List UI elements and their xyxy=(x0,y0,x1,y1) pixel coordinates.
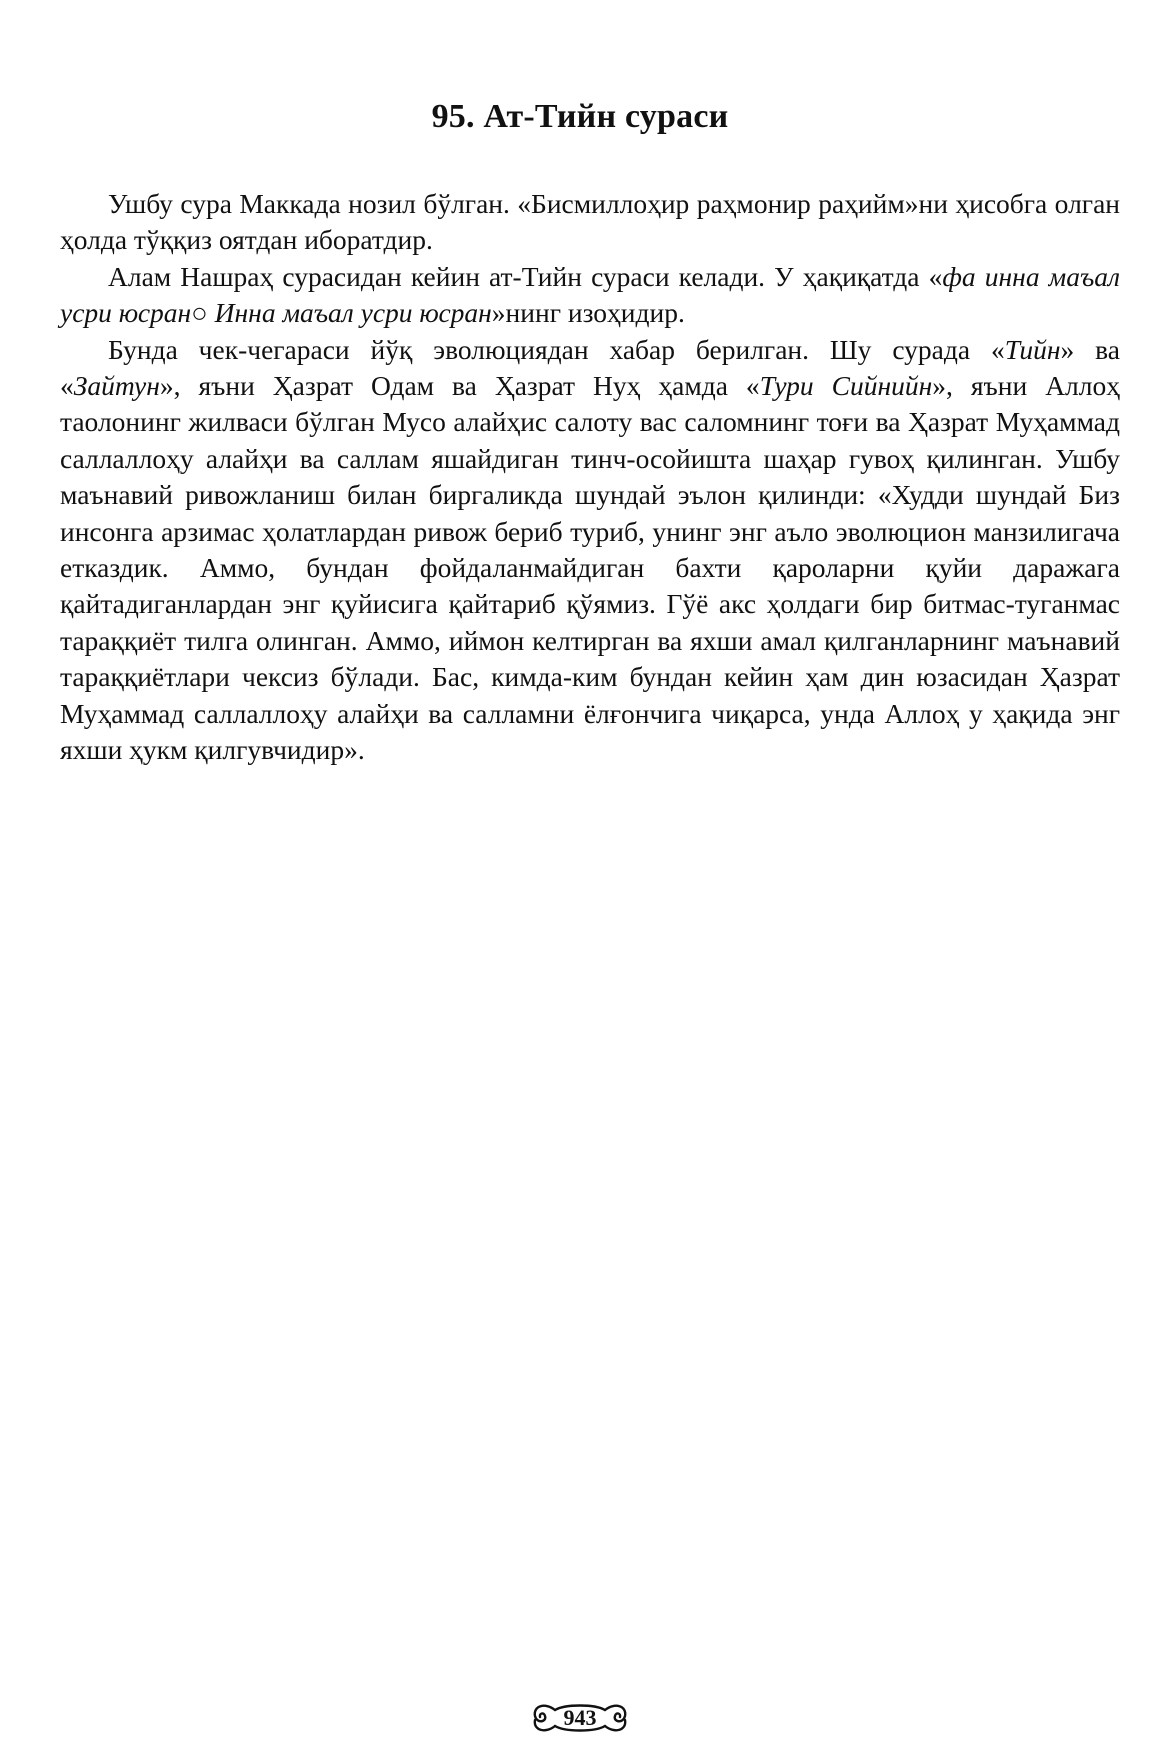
paragraph-3-italic-3: Тури Сийнийн xyxy=(759,370,933,402)
paragraph-3 xyxy=(60,332,1120,769)
paragraph-3-italic-1: Тийн xyxy=(1004,333,1061,365)
paragraph-1 xyxy=(60,186,1120,259)
paragraph-3-text-b: » ва « xyxy=(60,333,1121,402)
paragraph-2-italic-2: Инна маъал усри юсран xyxy=(207,297,492,329)
paragraph-2 xyxy=(60,259,1120,332)
paragraph-3-italic-2: Зайтун xyxy=(73,370,160,402)
paragraph-3-text-c: », яъни Ҳазрат Одам ва Ҳазрат Нуҳ ҳамда « xyxy=(159,370,760,402)
verse-separator-icon: ○ xyxy=(191,297,208,329)
page-title: 95. Ат-Тийн сураси xyxy=(431,98,729,135)
page-number: 943 xyxy=(563,1705,597,1730)
paragraph-2-text-b: »нинг изоҳидир. xyxy=(491,297,685,329)
paragraph-2-italic-1: фа инна маъал усри юсран xyxy=(60,260,1121,329)
body-text xyxy=(60,186,1120,769)
paragraph-3-text-d: », яъни Аллоҳ таолонинг жилваси бўлган Мусо алайҳис салоту вас саломнинг тоғи ва Ҳазрат Муҳаммад саллаллоҳу алайҳи ва саллам яшайдиган тинч-осойишта шаҳар гувоҳ қилинган. Ушбу маънавий ривожланиш билан биргаликда шундай эълон қилинди: «Худди шундай Биз инсонга арзимас ҳолатлардан ривож бериб туриб, унинг энг аъло эволюцион манзилигача етказдик. Аммо, бундан фойдаланмайдиган бахти қароларни қуйи даражага қайтадиганлардан энг қуйисига қайтариб қўямиз. Гўё акс ҳолдаги бир битмас-туганмас тараққиёт тилга олинган. Аммо, иймон келтирган ва яхши амал қилганларнинг маънавий тараққиётлари чексиз бўлади. Бас, кимда-ким бундан кейин ҳам дин юзасидан Ҳазрат Муҳаммад саллаллоҳу алайҳи ва салламни ёлғончига чиқарса, унда Аллоҳ у ҳақида энг яхши ҳукм қилгувчидир». xyxy=(60,370,1121,766)
paragraph-2-text-a: Алам Нашраҳ сурасидан кейин ат-Тийн сураси келади. У ҳақиқатда « xyxy=(108,260,943,292)
paragraph-3-text-a: Бунда чек-чегараси йўқ эволюциядан хабар берилган. Шу сурада « xyxy=(108,333,1005,365)
paragraph-1-text: Ушбу сура Маккада нозил бўлган. «Бисмиллоҳир раҳмонир раҳийм»ни ҳисобга олган ҳолда тўққиз оятдан иборатдир. xyxy=(60,188,1120,256)
